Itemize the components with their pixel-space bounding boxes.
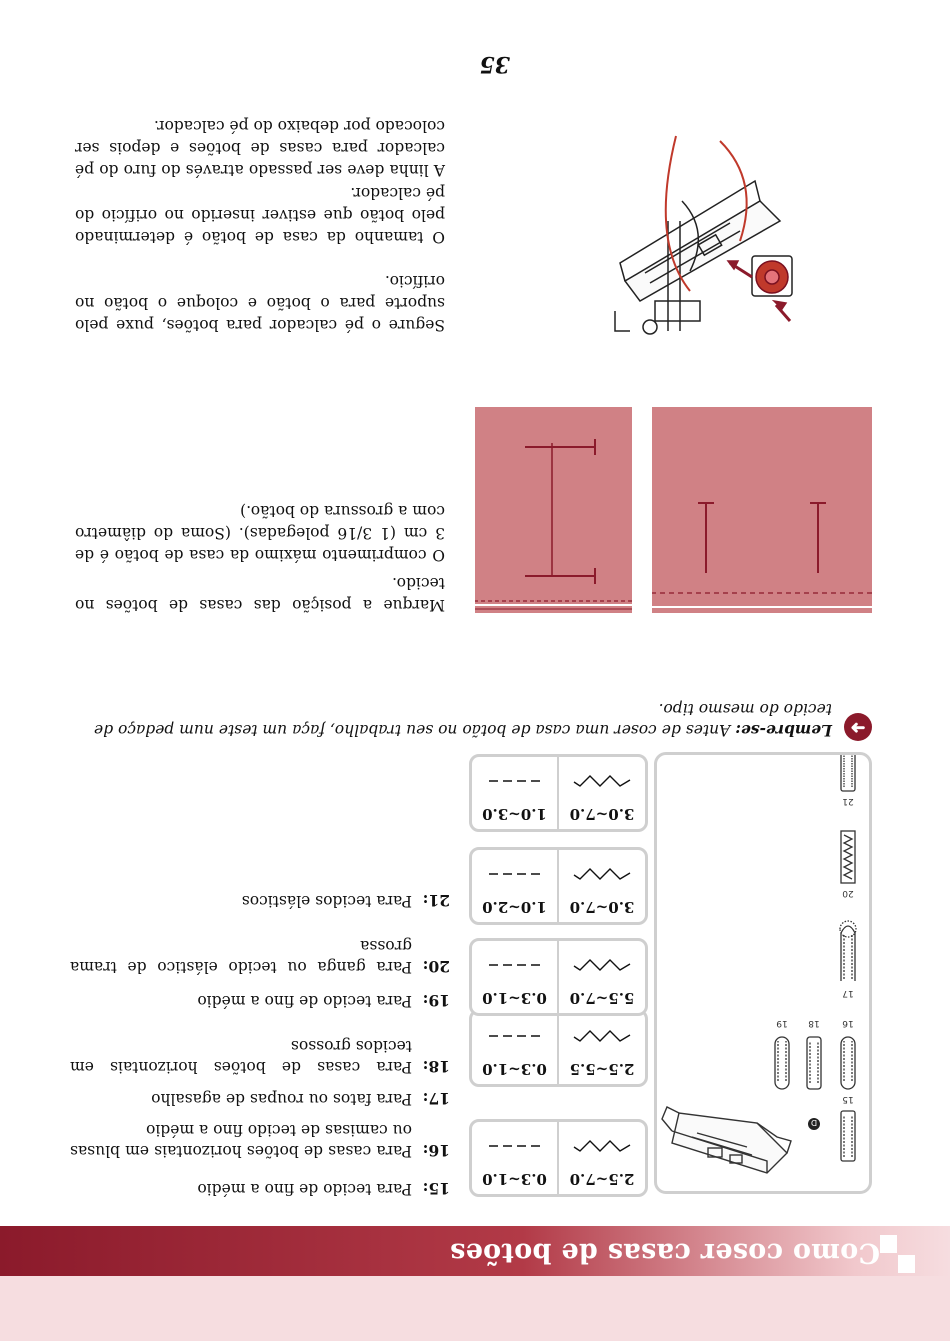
stitch-label-17: 17 <box>842 988 854 998</box>
buttonhole-mark <box>525 575 595 577</box>
fabric-panel-right <box>475 407 632 613</box>
stitch-width: 2.5~7.0 <box>569 1170 635 1188</box>
stitch-length: 0.3~1.0 <box>482 989 547 1007</box>
stitch-width: 5.5~7.0 <box>569 989 635 1007</box>
buttonhole-foot-illustration <box>657 755 869 1191</box>
list-item: 21: Para tecidos elásticos <box>241 891 450 910</box>
list-item: 17: Para fatos ou roupas de agasalho <box>151 1089 450 1108</box>
dash-icon <box>472 770 557 789</box>
list-item: 20: Para ganga ou tecido elástico de trama grossa <box>70 937 450 976</box>
zigzag-icon <box>559 954 645 973</box>
buttonhole-mark <box>525 446 595 448</box>
reminder-note: Lembre-se: Antes de coser uma casa de botão no seu trabalho, faça um teste num pedaço de tecido do mesmo tipo. <box>93 700 832 740</box>
foot-instruction-3: A linha deve ser passado através do furo do pé calcador para casas de botões e depois ser colocado por debaixo do pé calcador. <box>75 117 445 179</box>
foot-instruction-2: O tamanho da casa de botão é determinado pelo botão que estiver inserido no orifício do pé calcador. <box>75 184 445 246</box>
presser-foot-illustration <box>580 131 800 341</box>
page-title: Como coser casas de botões <box>449 1237 880 1268</box>
setting-table-20 <box>469 938 648 1016</box>
title-logo <box>879 1233 915 1273</box>
list-item: 19: Para tecido de fino a médio <box>197 991 450 1010</box>
zigzag-icon <box>559 1025 645 1044</box>
list-item: 16: Para casas de botões horizontais em blusas ou camisas de tecido fino a médio <box>70 1121 450 1160</box>
mark-position-text: Marque a posição das casas de botões no tecido. <box>75 574 445 614</box>
setting-table-extra <box>469 754 648 832</box>
zigzag-icon <box>559 863 645 882</box>
stitch-panel <box>654 752 872 1194</box>
stitch-label-19: 19 <box>776 1018 788 1028</box>
stitch-label-21: 21 <box>842 796 854 806</box>
list-item: 15: Para tecido de fino a médio <box>197 1179 450 1198</box>
max-length-text: O comprimento máximo da casa de botão é de 3 cm (1 3/16 polegadas). (Soma do diâmetro com a grossura do botão.) <box>75 502 445 564</box>
stitch-length: 1.0~2.0 <box>482 898 547 916</box>
buttonhole-mark-end <box>594 568 596 584</box>
foot-instruction-1: Segure o pé calcador para botões, puxe pelo suporte para o botão e coloque o botão no orifício. <box>75 272 445 334</box>
arrow-icon: ➜ <box>844 713 872 741</box>
stitch-length: 0.3~1.0 <box>482 1170 547 1188</box>
buttonhole-mark-end <box>594 439 596 455</box>
setting-table-15 <box>469 1119 648 1197</box>
zigzag-icon <box>559 1135 645 1154</box>
stitch-label-15: 15 <box>842 1094 854 1104</box>
dash-icon <box>472 1135 557 1154</box>
setting-table-18 <box>469 1009 648 1087</box>
setting-table-21 <box>469 847 648 925</box>
stitch-label-16: 16 <box>842 1018 854 1028</box>
page-number: 35 <box>479 51 510 77</box>
list-item: 18: Para casas de botões horizontais em tecidos grossos <box>70 1037 450 1076</box>
dash-icon <box>472 954 557 973</box>
dash-icon <box>472 863 557 882</box>
stitch-width: 2.5~5.5 <box>569 1060 635 1078</box>
zigzag-icon <box>559 770 645 789</box>
stitch-label-20: 20 <box>842 888 854 898</box>
fabric-panel-left <box>652 407 872 613</box>
dash-icon <box>472 1025 557 1044</box>
stitch-label-18: 18 <box>808 1018 820 1028</box>
stitch-length: 0.3~1.0 <box>482 1060 547 1078</box>
stitch-width: 3.0~7.0 <box>569 898 635 916</box>
fabric-divider <box>646 407 652 613</box>
stitch-width: 3.0~7.0 <box>569 805 635 823</box>
stitch-length: 1.0~3.0 <box>482 805 547 823</box>
svg-text:D: D <box>810 1118 818 1127</box>
